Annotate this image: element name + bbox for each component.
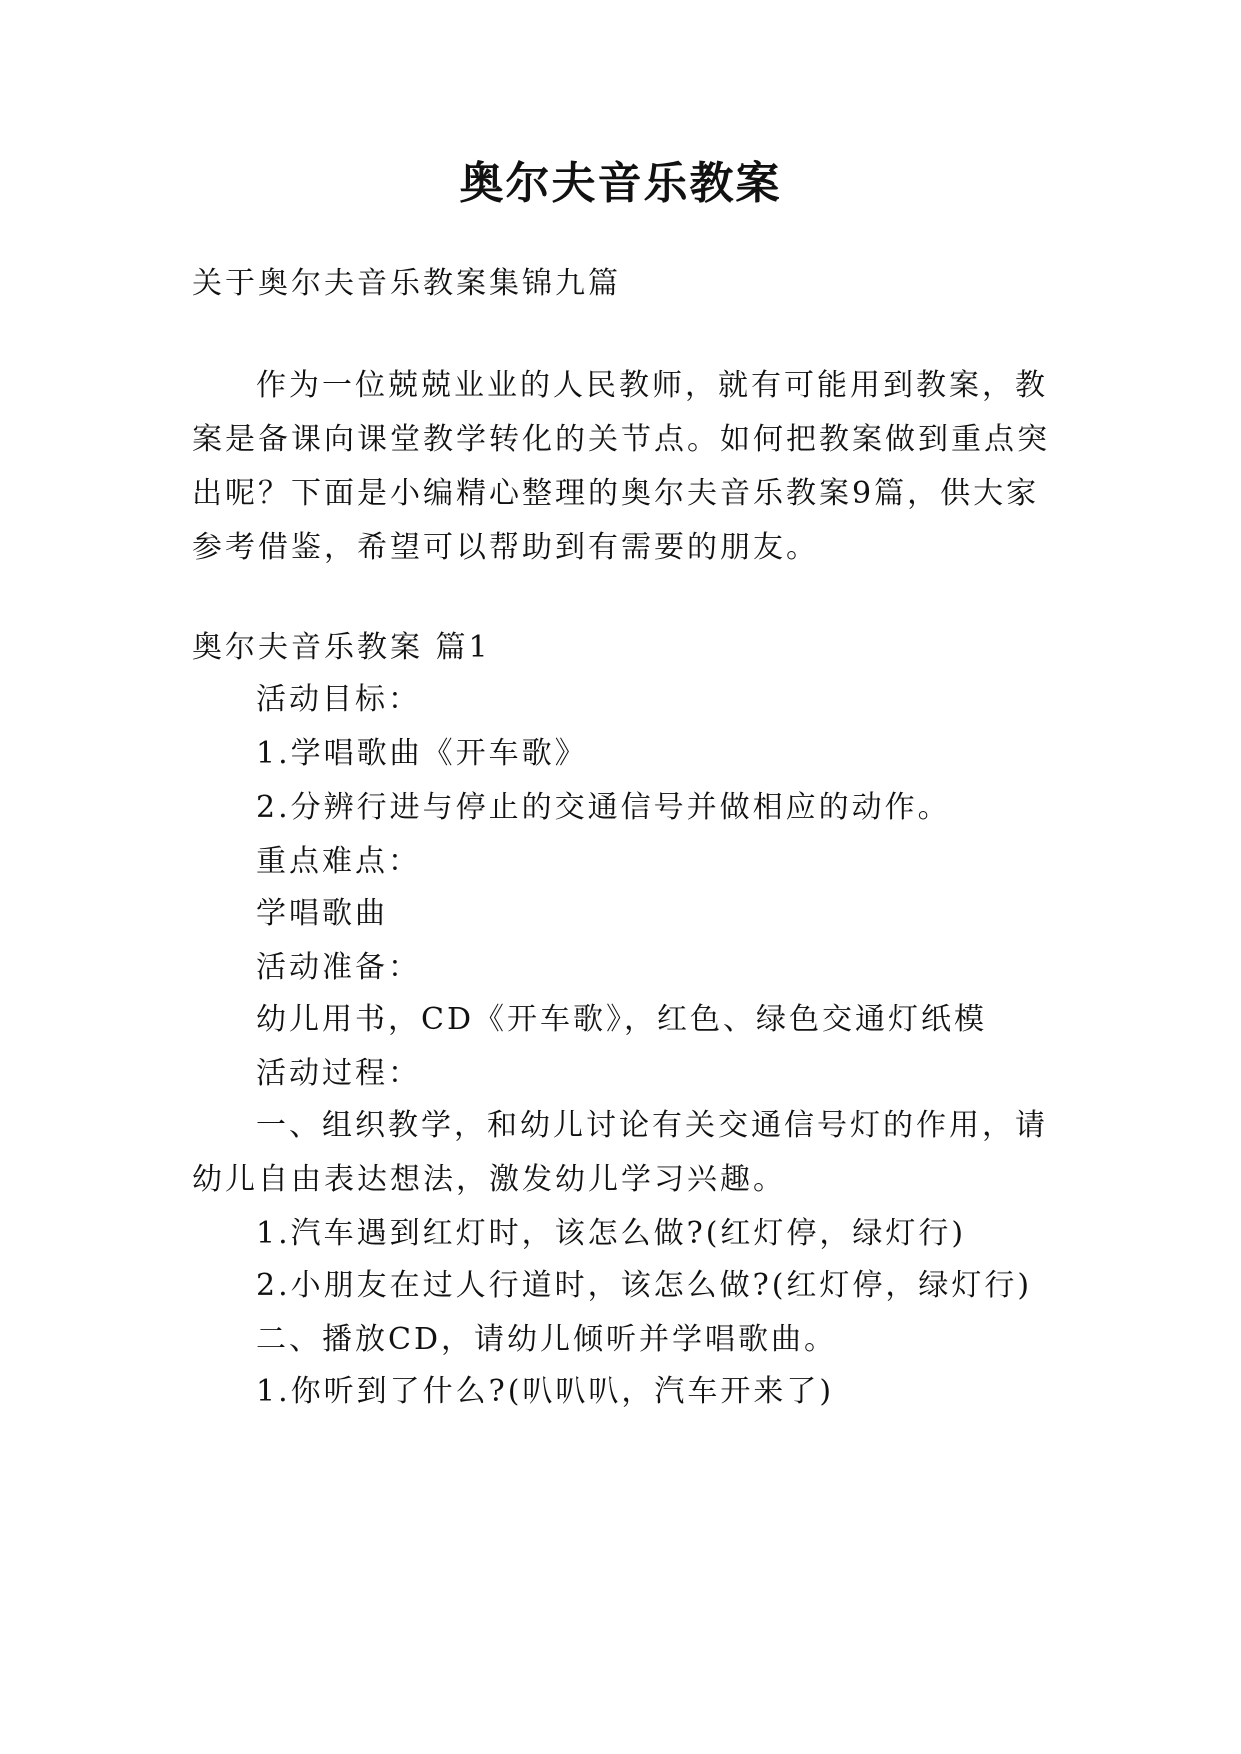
- body-line: 1.学唱歌曲《开车歌》: [256, 736, 588, 771]
- document-title: 奥尔夫音乐教案: [459, 158, 782, 209]
- body-line: 2.分辨行进与停止的交通信号并做相应的动作。: [256, 790, 951, 825]
- body-line: 活动过程：: [256, 1056, 421, 1091]
- body-line: 活动准备：: [256, 950, 421, 985]
- body-line: 活动目标：: [256, 682, 421, 717]
- body-line: 二、播放CD，请幼儿倾听并学唱歌曲。: [256, 1322, 838, 1357]
- body-line: 重点难点：: [256, 844, 421, 879]
- intro-line: 案是备课向课堂教学转化的关节点。如何把教案做到重点突: [192, 422, 1050, 457]
- subtitle: 关于奥尔夫音乐教案集锦九篇: [192, 266, 621, 301]
- body-line: 一、组织教学，和幼儿讨论有关交通信号灯的作用，请: [256, 1108, 1048, 1143]
- intro-line: 作为一位兢兢业业的人民教师，就有可能用到教案，教: [256, 368, 1048, 403]
- body-line: 幼儿自由表达想法，激发幼儿学习兴趣。: [192, 1162, 786, 1197]
- body-line: 幼儿用书，CD《开车歌》，红色、绿色交通灯纸模: [256, 1002, 988, 1037]
- intro-line: 出呢？下面是小编精心整理的奥尔夫音乐教案9篇，供大家: [192, 476, 1040, 511]
- body-line: 学唱歌曲: [256, 896, 388, 931]
- body-line: 1.汽车遇到红灯时，该怎么做?(红灯停，绿灯行): [256, 1216, 967, 1251]
- body-line: 2.小朋友在过人行道时，该怎么做?(红灯停，绿灯行): [256, 1268, 1033, 1303]
- intro-line: 参考借鉴，希望可以帮助到有需要的朋友。: [192, 530, 819, 565]
- body-line: 1.你听到了什么?(叭叭叭，汽车开来了): [256, 1374, 835, 1409]
- section-heading: 奥尔夫音乐教案 篇1: [192, 630, 491, 665]
